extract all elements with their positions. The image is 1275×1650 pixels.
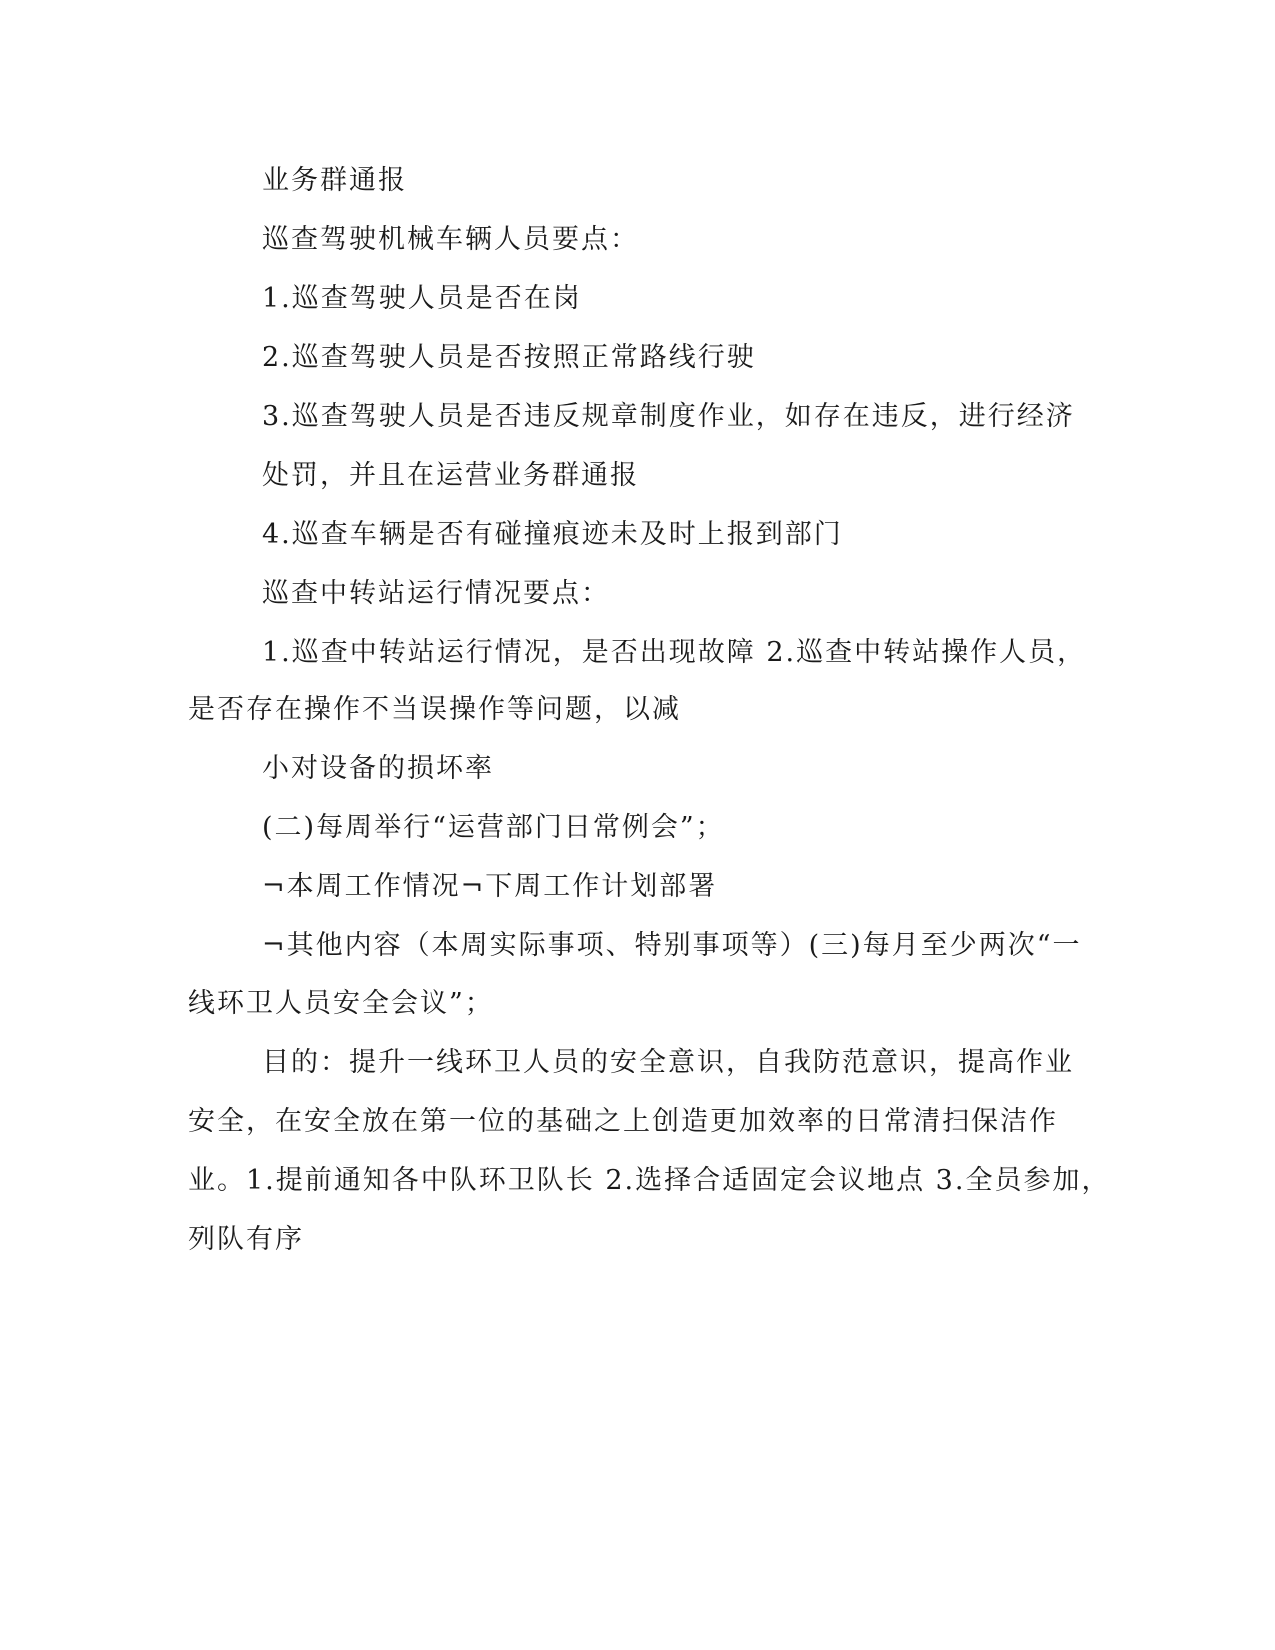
section-weekly-meeting: (二)每周举行“运营部门日常例会”； xyxy=(262,812,725,843)
list-item-driver-violation: 3.巡查驾驶人员是否违反规章制度作业，如存在违反，进行经济 xyxy=(262,401,1075,432)
list-item-other-content: ¬其他内容（本周实际事项、特别事项等）(三)每月至少两次“一 xyxy=(262,930,1082,961)
paragraph-purpose: 目的：提升一线环卫人员的安全意识，自我防范意识，提高作业 xyxy=(262,1047,1074,1078)
list-item-vehicle-collision: 4.巡查车辆是否有碰撞痕迹未及时上报到部门 xyxy=(262,519,843,550)
list-item-driver-route: 2.巡查驾驶人员是否按照正常路线行驶 xyxy=(262,342,756,373)
heading-transfer-station-points: 巡查中转站运行情况要点： xyxy=(262,578,610,609)
paragraph-transfer-station: 1.巡查中转站运行情况，是否出现故障 2.巡查中转站操作人员， xyxy=(262,637,1087,668)
list-item-driver-violation-cont: 处罚，并且在运营业务群通报 xyxy=(262,460,639,491)
list-item-weekly-work: ¬本周工作情况¬下周工作计划部署 xyxy=(262,871,718,902)
paragraph-equipment-damage: 小对设备的损坏率 xyxy=(262,753,494,784)
list-item-other-content-cont: 线环卫人员安全会议”； xyxy=(188,988,494,1019)
heading-driver-inspection-points: 巡查驾驶机械车辆人员要点： xyxy=(262,224,639,255)
paragraph-purpose-cont-3: 列队有序 xyxy=(188,1224,304,1255)
paragraph-purpose-cont-1: 安全，在安全放在第一位的基础之上创造更加效率的日常清扫保洁作 xyxy=(188,1106,1058,1137)
paragraph-purpose-cont-2: 业。1.提前通知各中队环卫队长 2.选择合适固定会议地点 3.全员参加， xyxy=(188,1165,1111,1196)
paragraph-transfer-station-cont: 是否存在操作不当误操作等问题，以减 xyxy=(188,694,681,725)
text-line-business-group-report: 业务群通报 xyxy=(262,165,407,196)
list-item-driver-on-duty: 1.巡查驾驶人员是否在岗 xyxy=(262,283,582,314)
